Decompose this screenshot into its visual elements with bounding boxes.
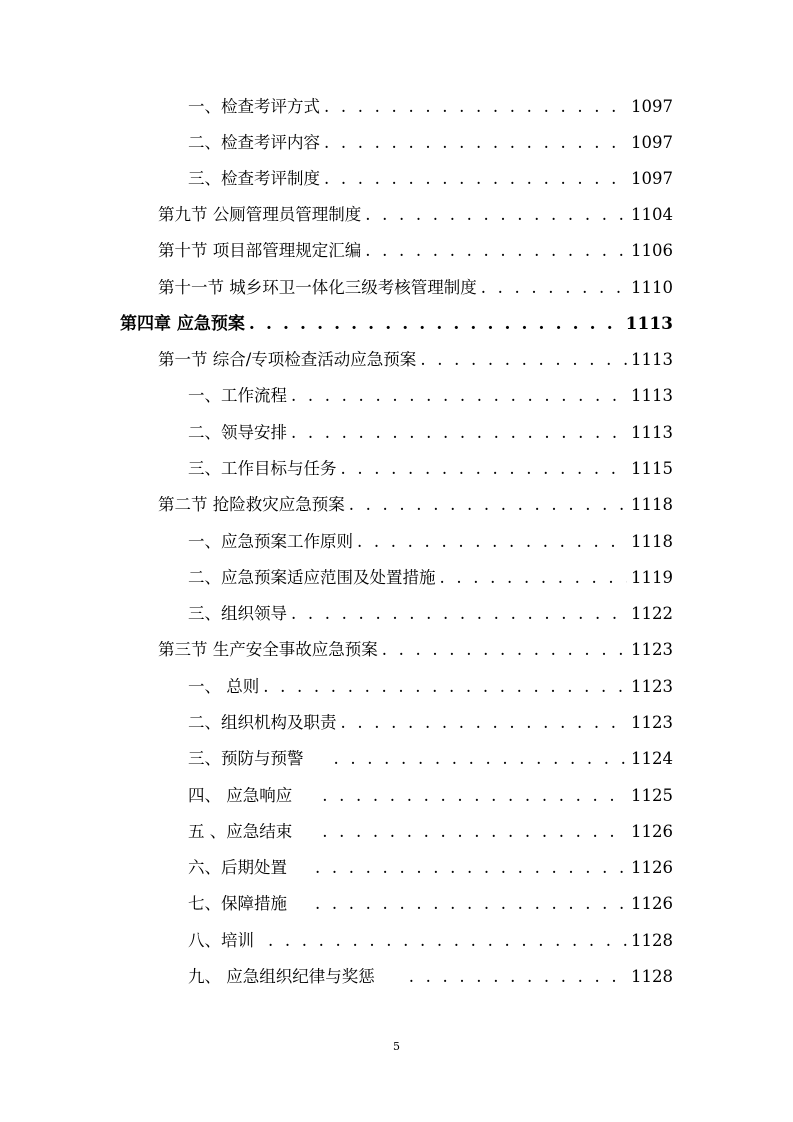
leader-dots — [322, 820, 627, 844]
toc-entry-label: 二、领导安排 — [188, 423, 287, 442]
toc-entry-label: 三、检查考评制度 — [188, 169, 320, 188]
toc-entry[interactable] — [188, 675, 673, 699]
toc-entry[interactable] — [158, 203, 673, 227]
toc-entry-page: 1125 — [631, 786, 673, 805]
leader-dots — [291, 384, 627, 408]
toc-entry-page: 1118 — [631, 532, 673, 551]
toc-entry[interactable] — [188, 747, 673, 771]
leader-dots — [341, 457, 628, 481]
leader-dots — [315, 892, 627, 916]
toc-entry-label: 第四章 应急预案 — [120, 314, 245, 334]
toc-entry-label: 六、后期处置 — [188, 858, 287, 877]
toc-entry[interactable] — [188, 530, 673, 554]
toc-entry-label: 三、预防与预警 — [188, 749, 304, 768]
leader-dots — [420, 348, 627, 372]
toc-entry-page: 1128 — [631, 967, 673, 986]
toc-entry-label: 一、应急预案工作原则 — [188, 532, 353, 551]
toc-entry-page: 1128 — [631, 931, 673, 950]
toc-entry[interactable] — [188, 131, 673, 155]
toc-entry-label: 第二节 抢险救灾应急预案 — [158, 495, 345, 514]
toc-entry-page: 1126 — [631, 822, 673, 841]
toc-entry-label: 五 、应急结束 — [188, 822, 293, 841]
page-number: 5 — [393, 1040, 400, 1053]
leader-dots — [382, 638, 627, 662]
leader-dots — [322, 784, 627, 808]
toc-entry-label: 四、 应急响应 — [188, 786, 293, 805]
toc-entry-page: 1110 — [631, 278, 673, 297]
toc-chapter-entry[interactable] — [120, 312, 673, 336]
toc-entry[interactable] — [188, 95, 673, 119]
toc-entry-page: 1104 — [631, 205, 673, 224]
leader-dots — [440, 566, 628, 590]
toc-entry-label: 第一节 综合/专项检查活动应急预案 — [158, 350, 417, 369]
toc-entry[interactable] — [188, 602, 673, 626]
toc-entry-label: 第十一节 城乡环卫一体化三级考核管理制度 — [158, 278, 477, 297]
toc-entry[interactable] — [188, 820, 673, 844]
leader-dots — [263, 675, 627, 699]
leader-dots — [357, 530, 627, 554]
leader-dots — [341, 711, 628, 735]
leader-dots — [365, 203, 627, 227]
leader-dots — [268, 929, 627, 953]
toc-entry-page: 1115 — [631, 459, 673, 478]
leader-dots — [324, 167, 627, 191]
toc-entry-page: 1124 — [631, 749, 673, 768]
toc-entry[interactable] — [188, 965, 673, 989]
toc-entry-page: 1113 — [631, 386, 673, 405]
toc-entry-label: 八、培训 — [188, 931, 254, 950]
toc-entry-label: 第十节 项目部管理规定汇编 — [158, 241, 362, 260]
toc-entry-page: 1122 — [631, 604, 673, 623]
leader-dots — [324, 95, 627, 119]
toc-entry-page: 1113 — [631, 423, 673, 442]
toc-entry-page: 1106 — [631, 241, 673, 260]
toc-entry[interactable] — [158, 638, 673, 662]
toc-entry-page: 1123 — [631, 713, 673, 732]
toc-entry-page: 1123 — [631, 677, 673, 696]
leader-dots — [249, 312, 622, 336]
toc-entry[interactable] — [188, 784, 673, 808]
toc-entry-label: 三、工作目标与任务 — [188, 459, 337, 478]
toc-entry-label: 一、检查考评方式 — [188, 97, 320, 116]
toc-entry[interactable] — [188, 167, 673, 191]
toc-entry-label: 一、工作流程 — [188, 386, 287, 405]
toc-entry-label: 二、检查考评内容 — [188, 133, 320, 152]
leader-dots — [409, 965, 627, 989]
toc-entry[interactable] — [158, 348, 673, 372]
toc-entry-label: 一、 总则 — [188, 677, 260, 696]
toc-entry-page: 1097 — [631, 169, 673, 188]
leader-dots — [334, 747, 628, 771]
leader-dots — [315, 856, 627, 880]
toc-entry-label: 第三节 生产安全事故应急预案 — [158, 640, 378, 659]
toc-entry-page: 1119 — [631, 568, 673, 587]
toc-entry-label: 三、组织领导 — [188, 604, 287, 623]
toc-entry-page: 1113 — [625, 314, 673, 334]
toc-entry[interactable] — [188, 421, 673, 445]
toc-entry-page: 1126 — [631, 858, 673, 877]
leader-dots — [349, 493, 627, 517]
leader-dots — [324, 131, 627, 155]
toc-entry-page: 1097 — [631, 97, 673, 116]
toc-entry[interactable] — [188, 384, 673, 408]
toc-entry-label: 二、应急预案适应范围及处置措施 — [188, 568, 436, 587]
leader-dots — [291, 602, 627, 626]
toc-entry[interactable] — [188, 457, 673, 481]
toc-entry-page: 1113 — [631, 350, 673, 369]
toc-entry-label: 九、 应急组织纪律与奖惩 — [188, 967, 375, 986]
toc-entry-label: 第九节 公厕管理员管理制度 — [158, 205, 362, 224]
toc-entry-page: 1123 — [631, 640, 673, 659]
toc-entry[interactable] — [188, 566, 673, 590]
toc-entry[interactable] — [188, 856, 673, 880]
toc-entry[interactable] — [158, 493, 673, 517]
toc-entry[interactable] — [188, 892, 673, 916]
toc-entry-label: 二、组织机构及职责 — [188, 713, 337, 732]
leader-dots — [365, 239, 627, 263]
toc-entry[interactable] — [158, 276, 673, 300]
leader-dots — [481, 276, 627, 300]
toc-entry-page: 1126 — [631, 894, 673, 913]
toc-entry-page: 1097 — [631, 133, 673, 152]
toc-entry[interactable] — [158, 239, 673, 263]
toc-entry-label: 七、保障措施 — [188, 894, 287, 913]
toc-entry-page: 1118 — [631, 495, 673, 514]
toc-entry[interactable] — [188, 711, 673, 735]
toc-entry[interactable] — [188, 929, 673, 953]
leader-dots — [291, 421, 627, 445]
